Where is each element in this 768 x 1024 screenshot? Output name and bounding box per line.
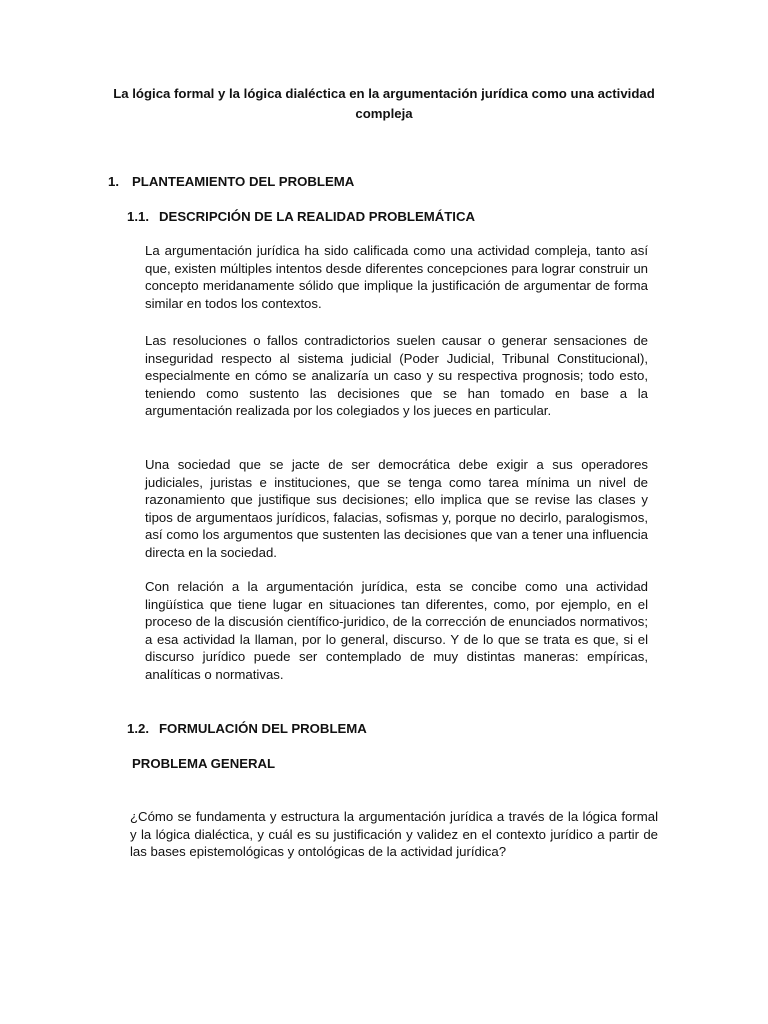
general-problem-question: ¿Cómo se fundamenta y estructura la argumentación jurídica a través de la lógica formal y la lógica dialéctica, y cuál es su justificación y validez en el contexto jurídico a partir de las bases epistemológicas y ontológicas de la actividad jurídica? <box>130 809 658 860</box>
section-1-1-number: 1.1. <box>127 209 149 224</box>
general-problem-heading: PROBLEMA GENERAL <box>132 756 276 771</box>
section-1-number: 1. <box>108 174 119 189</box>
paragraph-4: Con relación a la argumentación jurídica, esta se concibe como una actividad lingüística que tiene lugar en situaciones tan diferentes, como, por ejemplo, en el proceso de la discusión científico-juridico, de la corrección de enunciados normativos; a esa actividad la llaman, por lo general, discurso. Y de lo que se trata es que, si el discurso jurídico puede ser contemplado de muy distintas maneras: empíricas, analíticas o normativas. <box>145 579 648 682</box>
section-1-heading <box>108 173 354 191</box>
section-1-2-title: FORMULACIÓN DEL PROBLEMA <box>159 721 367 736</box>
section-1-title: PLANTEAMIENTO DEL PROBLEMA <box>132 174 355 189</box>
document-title: La lógica formal y la lógica dialéctica en la argumentación jurídica como una actividad compleja <box>113 86 655 121</box>
section-1-2-heading <box>127 720 367 738</box>
paragraph-1: La argumentación jurídica ha sido calificada como una actividad compleja, tanto así que, existen múltiples intentos desde diferentes concepciones para lograr construir un concepto meridanamente sólido que implique la justificación de argumentar de forma similar en todos los contextos. <box>145 243 648 311</box>
paragraph-2: Las resoluciones o fallos contradictorios suelen causar o generar sensaciones de inseguridad respecto al sistema judicial (Poder Judicial, Tribunal Constitucional), especialmente en cómo se analizaría un caso y su respectiva prognosis; todo esto, teniendo como sustento las decisiones que se han tomado en base a la argumentación realizada por los colegiados y los jueces en particular. <box>145 333 648 419</box>
section-1-2-number: 1.2. <box>127 721 149 736</box>
paragraph-3: Una sociedad que se jacte de ser democrática debe exigir a sus operadores judiciales, juristas e instituciones, que se tenga como tarea mínima un nivel de razonamiento que justifique sus decisiones; ello implica que se revise las clases y tipos de argumentaos jurídicos, falacias, sofismas y, porque no decirlo, paralogismos, así como los argumentos que sustenten las decisiones que van a tener una influencia directa en la sociedad. <box>145 457 648 560</box>
section-1-1-heading <box>127 208 475 226</box>
section-1-1-title: DESCRIPCIÓN DE LA REALIDAD PROBLEMÁTICA <box>159 209 476 224</box>
